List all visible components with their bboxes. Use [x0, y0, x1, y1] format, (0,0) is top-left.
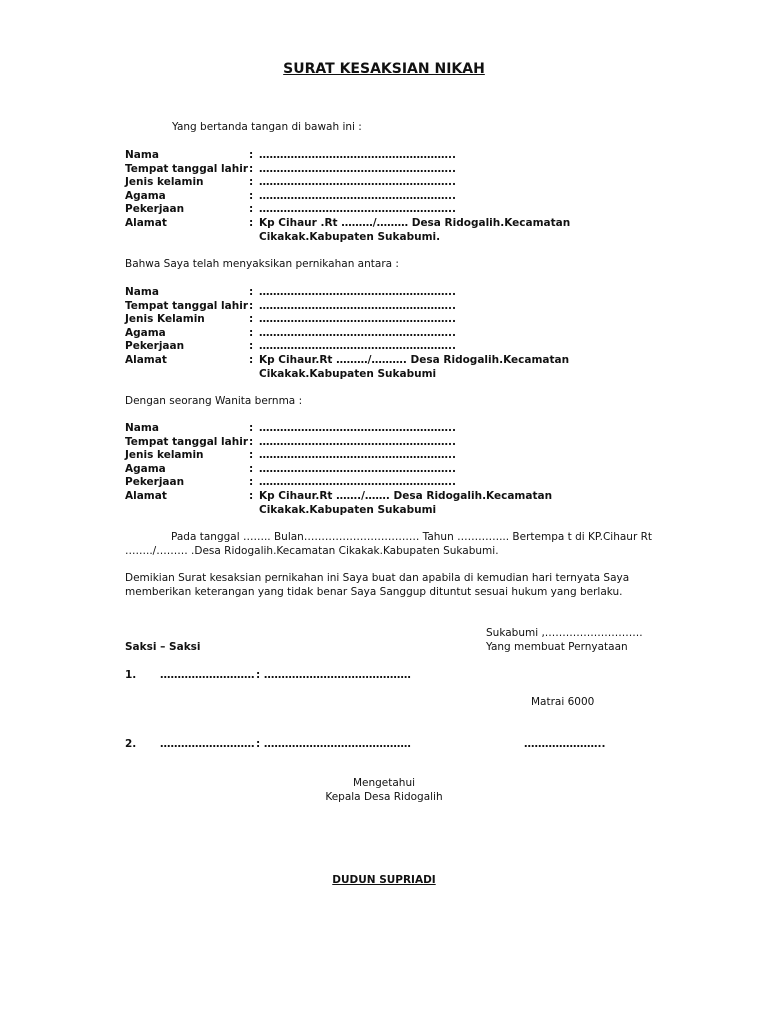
colon: :	[249, 489, 254, 502]
colon: :	[249, 422, 254, 434]
field-label: Nama	[125, 149, 159, 161]
witness-2-name: ………………………	[160, 738, 255, 750]
witness-2-signature: : ……………………………………	[256, 738, 411, 750]
field-label: Tempat tanggal lahir	[125, 435, 248, 448]
field-label: Pekerjaan	[125, 203, 185, 216]
field-value: ………………………………………………..	[259, 476, 456, 489]
colon: :	[249, 176, 254, 189]
table-row	[125, 476, 670, 490]
statement-bride: Dengan seorang Wanita bernma :	[125, 395, 303, 407]
field-label: Jenis Kelamin	[125, 313, 205, 326]
field-label: Alamat	[125, 489, 167, 502]
witness-1-name: ………………………	[160, 669, 255, 681]
table-row	[125, 149, 670, 163]
bride-identity-table	[125, 422, 670, 517]
field-value: Kp Cihaur.Rt ………/………. Desa Ridogalih.Kecamatan Cikakak.Kabupaten Sukabumi	[259, 353, 570, 380]
table-row	[125, 203, 670, 217]
table-row	[125, 463, 670, 477]
field-label: Jenis kelamin	[125, 176, 204, 189]
field-value: ………………………………………………..	[259, 313, 456, 326]
place-date: Sukabumi ,……………………….	[486, 627, 643, 639]
field-value: ………………………………………………..	[259, 326, 456, 339]
witness-1-number: 1.	[125, 669, 137, 681]
field-label: Agama	[125, 462, 166, 475]
field-value: Kp Cihaur .Rt ………/……… Desa Ridogalih.Kecamatan Cikakak.Kabupaten Sukabumi.	[259, 216, 571, 243]
field-value: ………………………………………………..	[259, 149, 456, 161]
table-row	[125, 163, 670, 177]
field-label: Jenis kelamin	[125, 449, 204, 462]
colon: :	[249, 203, 254, 216]
closing-paragraph: Demikian Surat kesaksian pernikahan ini Saya buat dan apabila di kemudian hari ternyata Saya memberikan keterangan yang tidak benar Saya Sanggup dituntut sesuai hukum yang berlaku.	[125, 572, 630, 598]
witness-identity-table	[125, 149, 670, 244]
field-label: Alamat	[125, 216, 167, 229]
colon: :	[249, 286, 254, 298]
stamp-label: Matrai 6000	[531, 696, 595, 708]
village-head-title: Kepala Desa Ridogalih	[325, 791, 443, 803]
table-row	[125, 490, 670, 517]
table-row	[125, 217, 670, 244]
table-row	[125, 436, 670, 450]
colon: :	[249, 299, 254, 312]
field-value: ………………………………………………..	[259, 299, 456, 312]
field-label: Pekerjaan	[125, 476, 185, 489]
field-label: Nama	[125, 422, 159, 434]
table-row	[125, 300, 670, 314]
table-row	[125, 286, 670, 300]
witness-2-number: 2.	[125, 738, 137, 750]
field-label: Tempat tanggal lahir	[125, 162, 248, 175]
statement-witnessed: Bahwa Saya telah menyaksikan pernikahan antara :	[125, 258, 399, 270]
groom-identity-table	[125, 286, 670, 381]
field-value: ………………………………………………..	[259, 286, 456, 298]
colon: :	[249, 189, 254, 202]
table-row	[125, 313, 670, 327]
colon: :	[249, 340, 254, 353]
field-label: Pekerjaan	[125, 340, 185, 353]
document-title: SURAT KESAKSIAN NIKAH	[283, 61, 485, 77]
field-value: ………………………………………………..	[259, 162, 456, 175]
table-row	[125, 327, 670, 341]
intro-text: Yang bertanda tangan di bawah ini :	[172, 121, 362, 133]
table-row	[125, 422, 670, 436]
colon: :	[249, 326, 254, 339]
colon: :	[249, 149, 254, 161]
acknowledge-label: Mengetahui	[352, 777, 416, 789]
field-value: ………………………………………………..	[259, 176, 456, 189]
table-row	[125, 449, 670, 463]
table-row	[125, 190, 670, 204]
field-label: Agama	[125, 189, 166, 202]
field-value: Kp Cihaur.Rt ……./……. Desa Ridogalih.Kecamatan Cikakak.Kabupaten Sukabumi	[259, 489, 553, 516]
colon: :	[249, 353, 254, 366]
village-head-name: DUDUN SUPRIADI	[332, 874, 436, 886]
field-label: Alamat	[125, 353, 167, 366]
field-value: ………………………………………………..	[259, 435, 456, 448]
witness-1-signature: : ……………………………………	[256, 669, 411, 681]
field-value: ………………………………………………..	[259, 203, 456, 216]
field-value: ………………………………………………..	[259, 462, 456, 475]
witnesses-label: Saksi – Saksi	[125, 641, 201, 653]
table-row	[125, 176, 670, 190]
colon: :	[249, 476, 254, 489]
colon: :	[249, 313, 254, 326]
maker-signature: …………………..	[524, 738, 606, 750]
colon: :	[249, 449, 254, 462]
colon: :	[249, 162, 254, 175]
colon: :	[249, 216, 254, 229]
table-row	[125, 340, 670, 354]
table-row	[125, 354, 670, 381]
field-value: ………………………………………………..	[259, 422, 456, 434]
maker-label: Yang membuat Pernyataan	[486, 641, 628, 653]
colon: :	[249, 462, 254, 475]
field-label: Tempat tanggal lahir	[125, 299, 248, 312]
field-label: Agama	[125, 326, 166, 339]
field-value: ………………………………………………..	[259, 340, 456, 353]
date-paragraph: Pada tanggal …….. Bulan…………………………… Tahun …………... Bertempa t di KP.Cihaur Rt ……../……… .Desa Ridogalih.Kecamatan Cikakak.Kabupaten Sukabumi.	[125, 531, 653, 557]
field-value: ………………………………………………..	[259, 189, 456, 202]
field-value: ………………………………………………..	[259, 449, 456, 462]
field-label: Nama	[125, 286, 159, 298]
colon: :	[249, 435, 254, 448]
